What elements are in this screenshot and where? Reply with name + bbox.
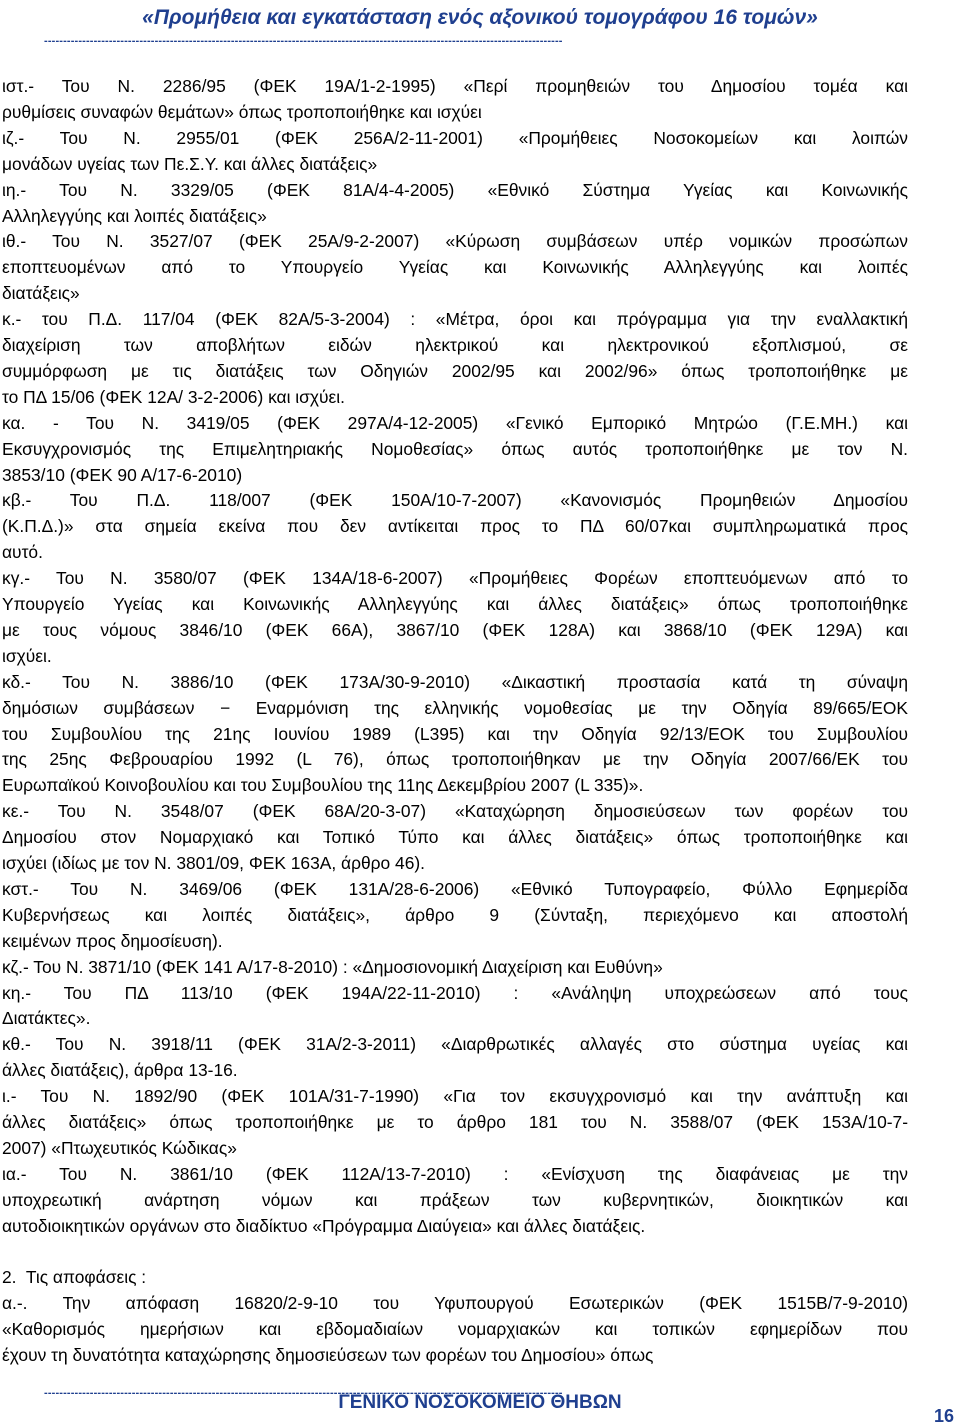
text-line: άλλες διατάξεις), άρθρα 13-16. [2,1060,238,1081]
text-line: αυτό. [2,542,43,563]
text-line: κε.- Του Ν. 3548/07 (ΦΕΚ 68Α/20-3-07) «Καταχώρηση δημοσιεύσεων των φορέων του [2,801,908,822]
text-line: κβ.- Του Π.Δ. 118/007 (ΦΕΚ 150Α/10-7-2007) «Κανονισμός Προμηθειών Δημοσίου [2,490,908,511]
text-line [2,1240,908,1266]
text-line: κζ.- Του Ν. 3871/10 (ΦΕΚ 141 Α/17-8-2010) : «Δημοσιονομική Διαχείριση και Ευθύνη» [2,956,663,977]
text-line: διαχείριση των αποβλήτων ειδών ηλεκτρικού και ηλεκτρονικού εξοπλισμού, σε [2,335,908,355]
text-line: 3853/10 (ΦΕΚ 90 Α/17-6-2010) [2,464,243,485]
text-line: Εκσυγχρονισμός της Επιμελητηριακής Νομοθεσίας» όπως αυτός τροποποιήθηκε με τον Ν. [2,438,908,459]
text-line: ιθ.- Του Ν. 3527/07 (ΦΕΚ 25Α/9-2-2007) «Κύρωση συμβάσεων υπέρ νομικών προσώπων [2,231,908,252]
header-divider: ---------------------------------------------------------------------------------------------------------------------------------------- [44,35,563,47]
text-line: κη.- Του ΠΔ 113/10 (ΦΕΚ 194Α/22-11-2010) : «Ανάληψη υποχρεώσεων από τους [2,982,908,1003]
text-line: ια.- Του Ν. 3861/10 (ΦΕΚ 112Α/13-7-2010) : «Ενίσχυση της διαφάνειας με την [2,1163,908,1184]
text-line: ισχύει (ιδίως με τον Ν. 3801/09, ΦΕΚ 163Α, άρθρο 46). [2,853,426,873]
text-line: 2007) «Πτωχευτικός Κώδικας» [2,1137,237,1158]
text-line: το ΠΔ 15/06 (ΦΕΚ 12Α/ 3-2-2006) και ισχύει. [2,386,345,407]
footer-title: ΓΕΝΙΚΟ ΝΟΣΟΚΟΜΕΙΟ ΘΗΒΩΝ [338,1392,622,1413]
text-line: κθ.- Του Ν. 3918/11 (ΦΕΚ 31Α/2-3-2011) «Διαρθρωτικές αλλαγές στο σύστημα υγείας και [2,1034,908,1055]
text-line: «Καθορισμός ημερήσιων και εβδομαδιαίων νομαρχιακών και τοπικών εφημερίδων που [2,1319,908,1340]
text-line: κστ.- Του Ν. 3469/06 (ΦΕΚ 131Α/28-6-2006) «Εθνικό Τυπογραφείο, Φύλλο Εφημερίδα [2,878,908,899]
text-line: ρυθμίσεις συναφών θεμάτων» όπως τροποποιήθηκε και ισχύει [2,101,482,122]
text-line: του Συμβουλίου της 21ης Ιουνίου 1989 (L395) και την Οδηγία 92/13/ΕΟΚ του Συμβουλίου [2,723,908,744]
text-line: εποπτευομένων από το Υπουργείο Υγείας και Κοινωνικής Αλληλεγγύης και λοιπές [2,257,908,278]
text-line: Δημοσίου στον Νομαρχιακό και Τοπικό Τύπο και άλλες διατάξεις» όπως τροποποιήθηκε και [2,827,908,848]
text-line: ιη.- Του Ν. 3329/05 (ΦΕΚ 81Α/4-4-2005) «Εθνικό Σύστημα Υγείας και Κοινωνικής [2,179,908,200]
text-line: αυτοδιοικητικών οργάνων στο διαδίκτυο «Πρόγραμμα Διαύγεια» και άλλες διατάξεις. [2,1215,646,1236]
text-line: κα. - Του Ν. 3419/05 (ΦΕΚ 297Α/4-12-2005) «Γενικό Εμπορικό Μητρώο (Γ.Ε.ΜΗ.) και [2,412,908,433]
text-line: ιζ.- Του Ν. 2955/01 (ΦΕΚ 256Α/2-11-2001) «Προμήθειες Νοσοκομείων και λοιπών [2,127,908,148]
text-line: Διατάκτες». [2,1008,91,1029]
header-title: «Προμήθεια και εγκατάσταση ενός αξονικού τομογράφου 16 τομών» [142,6,818,29]
text-line: α.-. Την απόφαση 16820/2-9-10 του Υφυπουργού Εσωτερικών (ΦΕΚ 1515Β/7-9-2010) [2,1293,908,1314]
text-line: μονάδων υγείας των Πε.Σ.Υ. και άλλες διατάξεις» [2,153,378,174]
text-line: 2. Τις αποφάσεις : [2,1267,147,1288]
text-line: κγ.- Του Ν. 3580/07 (ΦΕΚ 134Α/18-6-2007) «Προμήθειες Φορέων εποπτευόμενων από το [2,568,908,589]
text-line: ιστ.- Του Ν. 2286/95 (ΦΕΚ 19Α/1-2-1995) «Περί προμηθειών του Δημοσίου τομέα και [2,76,908,96]
footer-divider: ---------------------------------------------------------------------------------------------------------------------------------------- [44,1387,563,1399]
text-line: διατάξεις» [2,283,80,304]
text-line: δημόσιων συμβάσεων − Εναρμόνιση της ελληνικής νομοθεσίας με την Οδηγία 89/665/ΕΟΚ [2,697,908,718]
text-line: κειμένων προς δημοσίευση). [2,930,223,951]
text-line: υποχρεωτική ανάρτηση νόμων και πράξεων των κυβερνητικών, διοικητικών και [2,1189,908,1210]
text-line: ι.- Του Ν. 1892/90 (ΦΕΚ 101Α/31-7-1990) «Για τον εκσυγχρονισμό και την ανάπτυξη και [2,1086,908,1107]
text-line: κδ.- Του Ν. 3886/10 (ΦΕΚ 173Α/30-9-2010) «Δικαστική προστασία κατά τη σύναψη [2,671,908,692]
text-line: Κυβερνήσεως και λοιπές διατάξεις», άρθρο 9 (Σύνταξη, περιεχόμενο και αποστολή [2,904,908,925]
text-line: με τους νόμους 3846/10 (ΦΕΚ 66Α), 3867/10 (ΦΕΚ 128Α) και 3868/10 (ΦΕΚ 129Α) και [2,619,908,640]
text-line: Αλληλεγγύης και λοιπές διατάξεις» [2,205,267,226]
text-line: Υπουργείο Υγείας και Κοινωνικής Αλληλεγγύης και άλλες διατάξεις» όπως τροποποιήθηκε [2,594,908,614]
text-line: συμμόρφωση με τις διατάξεις των Οδηγιών 2002/95 και 2002/96» όπως τροποποιήθηκε με [2,360,908,381]
text-line: έχουν τη δυνατότητα καταχώρησης δημοσιεύσεων των φορέων του Δημοσίου» όπως [2,1345,654,1366]
text-line: της 25ης Φεβρουαρίου 1992 (L 76), όπως τροποποιήθηκαν με την Οδηγία 2007/66/ΕΚ του [2,749,908,770]
text-line: Ευρωπαϊκού Κοινοβουλίου και του Συμβουλίου της 11ης Δεκεμβρίου 2007 (L 335)». [2,775,644,796]
text-line: κ.- του Π.Δ. 117/04 (ΦΕΚ 82Α/5-3-2004) : «Μέτρα, όροι και πρόγραμμα για την εναλλακτική [2,309,908,330]
text-line: ισχύει. [2,645,52,666]
text-line: (Κ.Π.Δ.)» στα σημεία εκείνα που δεν αντίκειται προς το ΠΔ 60/07και συμπληρωματικά προς [2,516,908,537]
text-line: άλλες διατάξεις» όπως τροποποιήθηκε με το άρθρο 181 του Ν. 3588/07 (ΦΕΚ 153Α/10-7- [2,1112,908,1132]
page-number: 16 [933,1406,954,1426]
